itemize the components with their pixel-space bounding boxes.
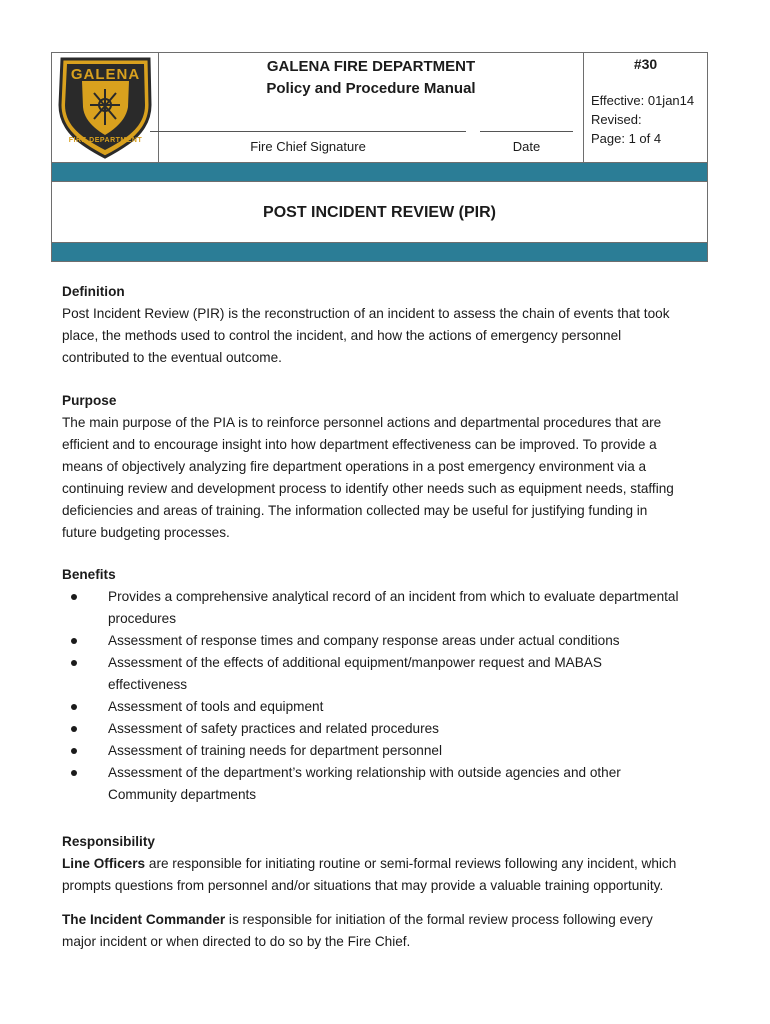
purpose-line: deficiencies and areas of training. The information collected may be useful for justifying funding in	[62, 503, 648, 518]
document-title-cell	[52, 182, 707, 243]
line-officers-label: Line Officers	[62, 856, 146, 871]
definition-line: place, the methods used to control the incident, and how the actions of emergency personnel	[62, 328, 622, 343]
benefit-item: Assessment of the department’s working relationship with outside agencies and other Community departments	[62, 762, 712, 806]
benefit-item: Assessment of safety practices and related procedures	[62, 718, 712, 740]
logo-text-top: GALENA	[70, 66, 141, 83]
org-name: GALENA FIRE DEPARTMENT	[266, 58, 476, 75]
purpose-line: means of objectively analyzing fire department operations in a post emergency environment via a	[62, 459, 647, 474]
effective-date: Effective: 01jan14	[591, 93, 695, 108]
benefit-item: Assessment of training needs for department personnel	[62, 740, 712, 762]
responsibility-section	[62, 831, 712, 953]
page-count: Page: 1 of 4	[591, 131, 662, 146]
doc-info-cell	[584, 53, 707, 163]
title-signature-cell	[159, 53, 584, 163]
bullet-icon	[71, 594, 77, 600]
bullet-icon	[71, 704, 77, 710]
benefit-item: Assessment of tools and equipment	[62, 696, 712, 718]
purpose-section	[62, 390, 712, 544]
bullet-icon	[71, 726, 77, 732]
manual-title: Policy and Procedure Manual	[266, 80, 476, 97]
header-band-top	[52, 163, 707, 182]
benefits-section	[62, 564, 712, 806]
line-officers-paragraph: Line Officers are responsible for initiating routine or semi-formal reviews following any incident, which prompts questions from personnel and/or situations that may provide a valuable training opportunity.	[62, 856, 677, 893]
signature-line	[150, 131, 466, 132]
benefits-list	[62, 586, 712, 806]
definition-heading: Definition	[62, 284, 125, 299]
date-line	[480, 131, 573, 132]
purpose-line: future budgeting processes.	[62, 525, 230, 540]
definition-line: Post Incident Review (PIR) is the reconstruction of an incident to assess the chain of events that took	[62, 306, 670, 321]
incident-commander-paragraph: The Incident Commander is responsible for initiation of the formal review process following every major incident or when directed to do so by the Fire Chief.	[62, 912, 653, 949]
purpose-line: efficient and to encourage insight into how department effectiveness can be improved. To provide a	[62, 437, 657, 452]
date-label: Date	[512, 139, 541, 154]
bullet-icon	[71, 638, 77, 644]
bullet-icon	[71, 770, 77, 776]
benefit-item: Provides a comprehensive analytical record of an incident from which to evaluate departmental procedures	[62, 586, 712, 630]
header-table	[51, 52, 708, 262]
document-title: POST INCIDENT REVIEW (PIR)	[263, 204, 496, 221]
bullet-icon	[71, 748, 77, 754]
responsibility-heading: Responsibility	[62, 834, 155, 849]
benefits-heading: Benefits	[62, 567, 116, 582]
purpose-line: The main purpose of the PIA is to reinforce personnel actions and departmental procedures that are	[62, 415, 662, 430]
benefit-item: Assessment of response times and company response areas under actual conditions	[62, 630, 712, 652]
benefit-item: Assessment of the effects of additional equipment/manpower request and MABAS effectiveness	[62, 652, 712, 696]
purpose-line: continuing review and development process to identify other needs such as equipment needs, staffing	[62, 481, 674, 496]
doc-number: #30	[633, 56, 658, 72]
purpose-heading: Purpose	[62, 393, 117, 408]
incident-commander-label: The Incident Commander	[62, 912, 226, 927]
bullet-icon	[71, 660, 77, 666]
logo-cell	[52, 53, 159, 163]
definition-section	[62, 281, 712, 369]
revised-date: Revised:	[591, 112, 642, 127]
definition-line: contributed to the eventual outcome.	[62, 350, 282, 365]
signature-label: Fire Chief Signature	[250, 139, 366, 154]
header-band-bottom	[52, 243, 707, 261]
logo-text-bottom: FIRE DEPARTMENT	[68, 137, 143, 144]
